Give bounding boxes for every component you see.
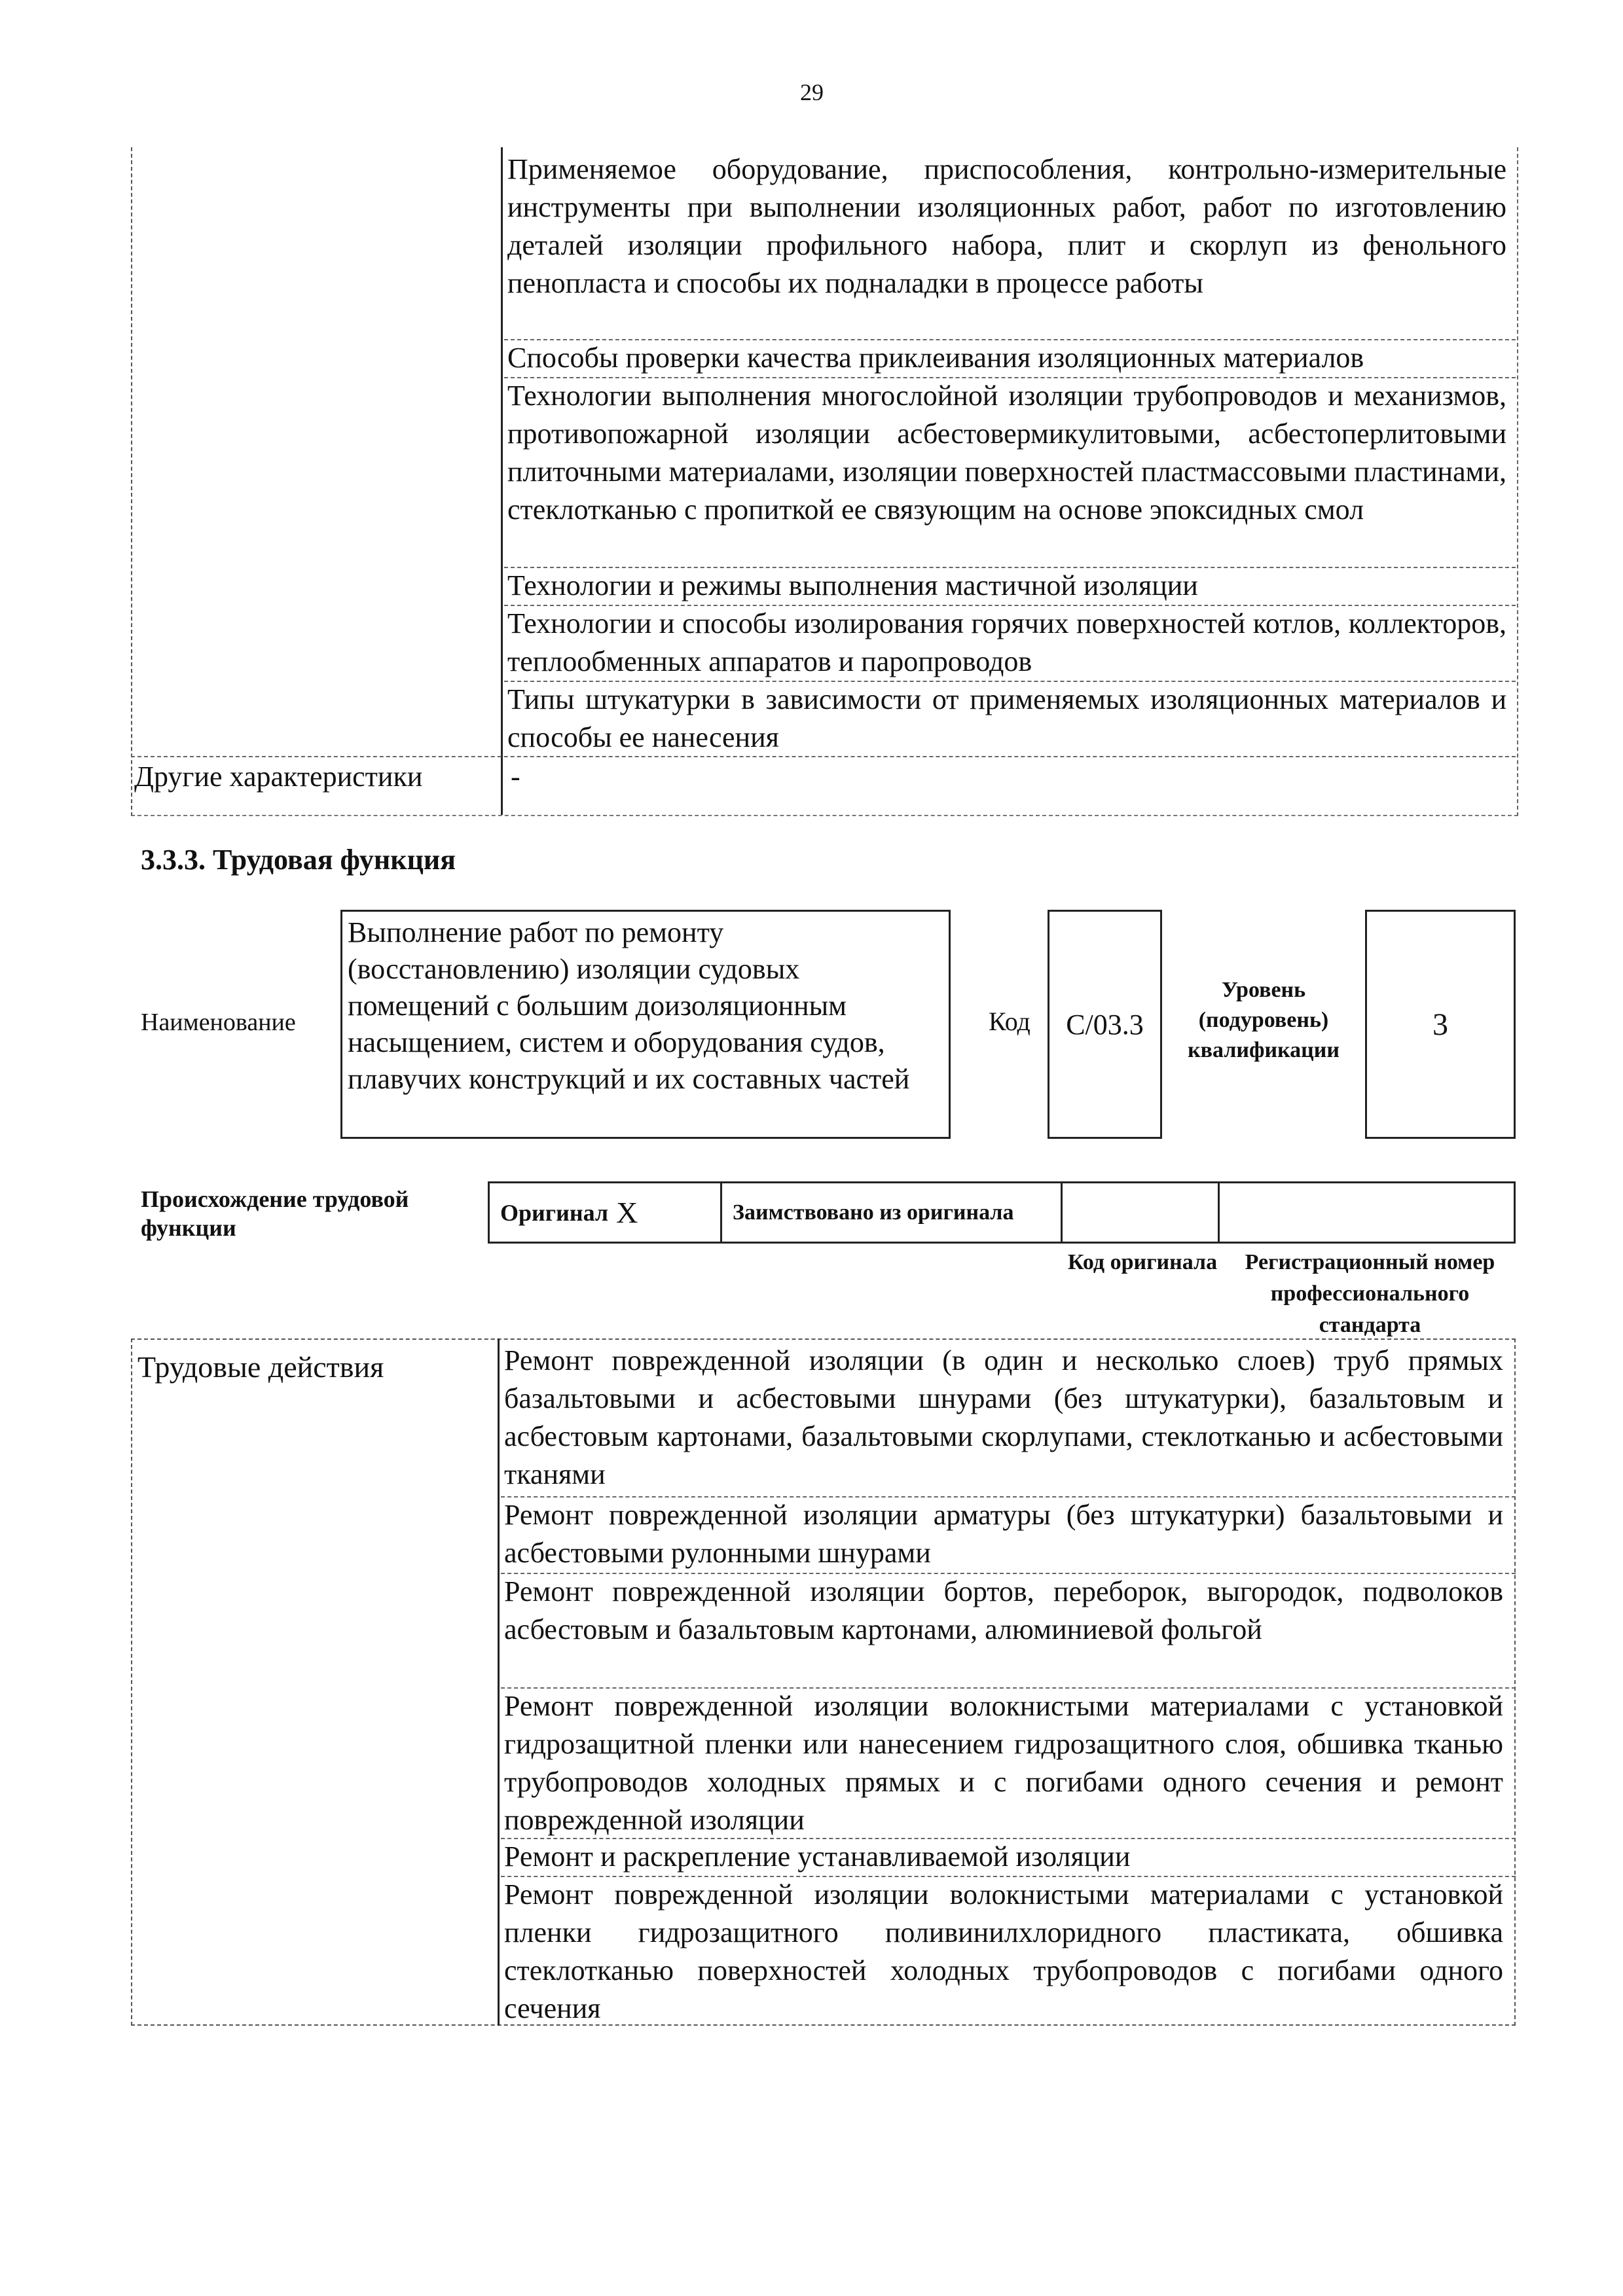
original-mark: X	[616, 1196, 638, 1229]
labor-actions-label: Трудовые действия	[137, 1350, 384, 1384]
page-number: 29	[800, 79, 824, 105]
list-item: Ремонт поврежденной изоляции (в один и несколько слоев) труб прямых базальтовыми и асбестовыми шнурами (без штукатурки), базальтовым и асбестовым картонами, базальтовыми скорлупами, стеклотканью и асбестовыми тканями	[504, 1344, 1503, 1490]
function-name-box: Выполнение работ по ремонту (восстановлению) изоляции судовых помещений с большим доизоляционным насыщением, систем и оборудования судов, плавучих конструкций и их составных частей	[340, 910, 951, 1139]
qualification-level-label: Уровень (подуровень) квалификации	[1188, 978, 1340, 1062]
table-row: Технологии выполнения многослойной изоляции трубопроводов и механизмов, противопожарной изоляции асбестовермикулитовыми, асбестоперлитовыми плиточными материалами, изоляции поверхностей пластмассовыми пластинами, стеклотканью с пропиткой ее связующим на основе эпоксидных смол	[507, 380, 1506, 526]
list-item: Ремонт поврежденной изоляции бортов, переборок, выгородок, подволоков асбестовым и базальтовым картонами, алюминиевой фольгой	[504, 1575, 1503, 1645]
origin-label: Происхождение трудовой функции	[141, 1186, 409, 1241]
list-item: Ремонт поврежденной изоляции волокнистыми материалами с установкой гидрозащитной пленки или нанесением гидрозащитного слоя, обшивка тканью трубопроводов холодных прямых и с погибами одного сечения и ремонт поврежденной изоляции	[504, 1690, 1503, 1836]
qualification-level-value: 3	[1432, 1007, 1448, 1042]
table-divider	[498, 1338, 500, 2026]
code-original-caption: Код оригинала	[1067, 1250, 1218, 1274]
row-separator	[131, 756, 1516, 757]
table-row: Способы проверки качества приклеивания изоляционных материалов	[507, 342, 1364, 374]
original-label: Оригинал	[500, 1199, 609, 1226]
reg-number-caption: Регистрационный номер профессионального стандарта	[1245, 1250, 1495, 1337]
code-original-cell	[1063, 1183, 1220, 1242]
code-label: Код	[989, 1007, 1030, 1036]
section-title: 3.3.3. Трудовая функция	[141, 844, 456, 876]
table-row: Типы штукатурки в зависимости от применяемых изоляционных материалов и способы ее нанесения	[507, 683, 1506, 753]
list-item: Ремонт поврежденной изоляции волокнистыми материалами с установкой пленки гидрозащитного поливинилхлоридного пластиката, обшивка стеклотканью поверхностей холодных трубопроводов с погибами одного сечения	[504, 1878, 1503, 2024]
borrowed-cell	[722, 1183, 1063, 1242]
other-characteristics-label: Другие характеристики	[134, 761, 423, 793]
code-value: С/03.3	[1066, 1008, 1144, 1041]
origin-table	[488, 1181, 1516, 1244]
reg-number-cell	[1220, 1183, 1514, 1242]
table-row: Технологии и режимы выполнения мастичной изоляции	[507, 569, 1198, 601]
table-divider	[501, 147, 503, 815]
table-row: Технологии и способы изолирования горячих поверхностей котлов, коллекторов, теплообменных аппаратов и паропроводов	[507, 607, 1506, 677]
name-label: Наименование	[141, 1009, 296, 1036]
qualification-level-box	[1365, 910, 1516, 1139]
list-item: Ремонт и раскрепление устанавливаемой изоляции	[504, 1840, 1131, 1873]
borrowed-label: Заимствовано из оригинала	[733, 1200, 1014, 1225]
original-cell	[490, 1183, 722, 1242]
code-value-box	[1048, 910, 1162, 1139]
list-item: Ремонт поврежденной изоляции арматуры (без штукатурки) базальтовыми и асбестовыми рулонными шнурами	[504, 1499, 1503, 1569]
other-characteristics-value: -	[511, 761, 520, 793]
table-row: Применяемое оборудование, приспособления, контрольно-измерительные инструменты при выполнении изоляционных работ, работ по изготовлению деталей изоляции профильного набора, плит и скорлуп из фенольного пенопласта и способы их подналадки в процессе работы	[507, 153, 1506, 299]
